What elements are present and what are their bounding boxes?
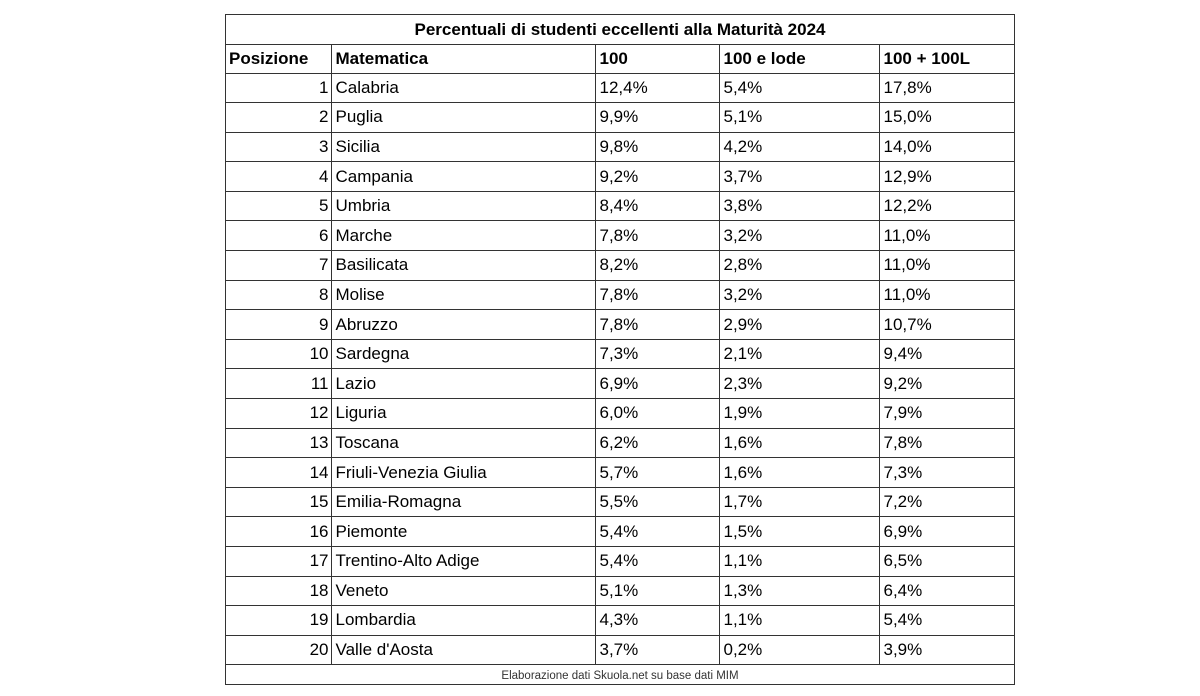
cell-position: 10 (226, 339, 331, 369)
table-body (226, 73, 1014, 665)
cell-position: 15 (226, 487, 331, 517)
cell-position: 19 (226, 606, 331, 636)
cell-total: 7,2% (879, 487, 1014, 517)
cell-region: Basilicata (331, 251, 595, 281)
table-row (226, 458, 1014, 488)
results-table-sheet (225, 14, 1015, 685)
cell-total: 9,2% (879, 369, 1014, 399)
cell-region: Lombardia (331, 606, 595, 636)
cell-100-lode: 3,2% (719, 280, 879, 310)
cell-total: 3,9% (879, 635, 1014, 665)
table-row (226, 487, 1014, 517)
cell-total: 11,0% (879, 221, 1014, 251)
cell-region: Marche (331, 221, 595, 251)
cell-region: Valle d'Aosta (331, 635, 595, 665)
cell-100: 6,9% (595, 369, 719, 399)
table-row (226, 73, 1014, 103)
header-100-lode: 100 e lode (719, 45, 879, 73)
cell-total: 15,0% (879, 103, 1014, 133)
header-subject: Matematica (331, 45, 595, 73)
cell-region: Lazio (331, 369, 595, 399)
results-table (226, 45, 1014, 665)
cell-100: 7,3% (595, 339, 719, 369)
cell-100-lode: 2,9% (719, 310, 879, 340)
cell-100: 5,1% (595, 576, 719, 606)
cell-total: 7,8% (879, 428, 1014, 458)
cell-100-lode: 5,1% (719, 103, 879, 133)
cell-position: 12 (226, 399, 331, 429)
cell-100-lode: 2,1% (719, 339, 879, 369)
cell-100-lode: 1,1% (719, 606, 879, 636)
cell-region: Calabria (331, 73, 595, 103)
cell-position: 7 (226, 251, 331, 281)
cell-100: 8,4% (595, 191, 719, 221)
cell-100: 9,2% (595, 162, 719, 192)
cell-total: 9,4% (879, 339, 1014, 369)
table-row (226, 606, 1014, 636)
cell-region: Umbria (331, 191, 595, 221)
table-row (226, 399, 1014, 429)
cell-100: 5,4% (595, 517, 719, 547)
table-row (226, 162, 1014, 192)
cell-100: 8,2% (595, 251, 719, 281)
cell-100-lode: 1,6% (719, 458, 879, 488)
cell-region: Sicilia (331, 132, 595, 162)
cell-100-lode: 5,4% (719, 73, 879, 103)
cell-100: 7,8% (595, 310, 719, 340)
table-row (226, 103, 1014, 133)
cell-region: Sardegna (331, 339, 595, 369)
cell-total: 14,0% (879, 132, 1014, 162)
table-row (226, 369, 1014, 399)
cell-100: 3,7% (595, 635, 719, 665)
cell-position: 6 (226, 221, 331, 251)
cell-position: 18 (226, 576, 331, 606)
cell-region: Puglia (331, 103, 595, 133)
cell-100: 5,4% (595, 547, 719, 577)
table-row (226, 310, 1014, 340)
cell-100: 7,8% (595, 221, 719, 251)
cell-position: 9 (226, 310, 331, 340)
cell-100-lode: 1,1% (719, 547, 879, 577)
cell-100: 9,8% (595, 132, 719, 162)
cell-100-lode: 1,6% (719, 428, 879, 458)
cell-region: Trentino-Alto Adige (331, 547, 595, 577)
cell-total: 6,9% (879, 517, 1014, 547)
cell-position: 4 (226, 162, 331, 192)
cell-100: 7,8% (595, 280, 719, 310)
cell-total: 7,3% (879, 458, 1014, 488)
header-position: Posizione (226, 45, 331, 73)
cell-total: 11,0% (879, 251, 1014, 281)
cell-total: 11,0% (879, 280, 1014, 310)
cell-region: Piemonte (331, 517, 595, 547)
cell-100-lode: 0,2% (719, 635, 879, 665)
cell-100-lode: 1,9% (719, 399, 879, 429)
cell-100-lode: 1,5% (719, 517, 879, 547)
cell-100-lode: 3,8% (719, 191, 879, 221)
cell-100: 12,4% (595, 73, 719, 103)
cell-position: 14 (226, 458, 331, 488)
cell-100: 5,5% (595, 487, 719, 517)
table-row (226, 191, 1014, 221)
cell-total: 17,8% (879, 73, 1014, 103)
table-row (226, 547, 1014, 577)
table-row (226, 576, 1014, 606)
cell-100-lode: 2,3% (719, 369, 879, 399)
cell-total: 6,5% (879, 547, 1014, 577)
cell-100: 6,0% (595, 399, 719, 429)
cell-region: Liguria (331, 399, 595, 429)
cell-region: Toscana (331, 428, 595, 458)
table-row (226, 635, 1014, 665)
table-row (226, 280, 1014, 310)
cell-100-lode: 4,2% (719, 132, 879, 162)
cell-region: Abruzzo (331, 310, 595, 340)
cell-position: 16 (226, 517, 331, 547)
cell-position: 11 (226, 369, 331, 399)
cell-100-lode: 1,7% (719, 487, 879, 517)
cell-region: Emilia-Romagna (331, 487, 595, 517)
cell-100-lode: 3,2% (719, 221, 879, 251)
cell-100: 4,3% (595, 606, 719, 636)
cell-position: 17 (226, 547, 331, 577)
table-row (226, 221, 1014, 251)
header-row (226, 45, 1014, 73)
table-row (226, 428, 1014, 458)
cell-total: 10,7% (879, 310, 1014, 340)
table-row (226, 132, 1014, 162)
cell-total: 7,9% (879, 399, 1014, 429)
cell-total: 6,4% (879, 576, 1014, 606)
cell-position: 2 (226, 103, 331, 133)
cell-total: 12,9% (879, 162, 1014, 192)
cell-region: Friuli-Venezia Giulia (331, 458, 595, 488)
cell-100-lode: 1,3% (719, 576, 879, 606)
cell-100-lode: 3,7% (719, 162, 879, 192)
cell-position: 8 (226, 280, 331, 310)
cell-position: 5 (226, 191, 331, 221)
table-row (226, 251, 1014, 281)
table-title: Percentuali di studenti eccellenti alla Maturità 2024 (226, 15, 1014, 45)
cell-position: 13 (226, 428, 331, 458)
cell-region: Campania (331, 162, 595, 192)
header-total: 100 + 100L (879, 45, 1014, 73)
table-row (226, 339, 1014, 369)
cell-total: 12,2% (879, 191, 1014, 221)
cell-region: Molise (331, 280, 595, 310)
cell-total: 5,4% (879, 606, 1014, 636)
cell-100-lode: 2,8% (719, 251, 879, 281)
cell-position: 20 (226, 635, 331, 665)
cell-position: 3 (226, 132, 331, 162)
cell-100: 6,2% (595, 428, 719, 458)
cell-100: 9,9% (595, 103, 719, 133)
cell-position: 1 (226, 73, 331, 103)
header-100: 100 (595, 45, 719, 73)
source-note: Elaborazione dati Skuola.net su base dati MIM (501, 670, 739, 683)
table-row (226, 517, 1014, 547)
cell-100: 5,7% (595, 458, 719, 488)
cell-region: Veneto (331, 576, 595, 606)
